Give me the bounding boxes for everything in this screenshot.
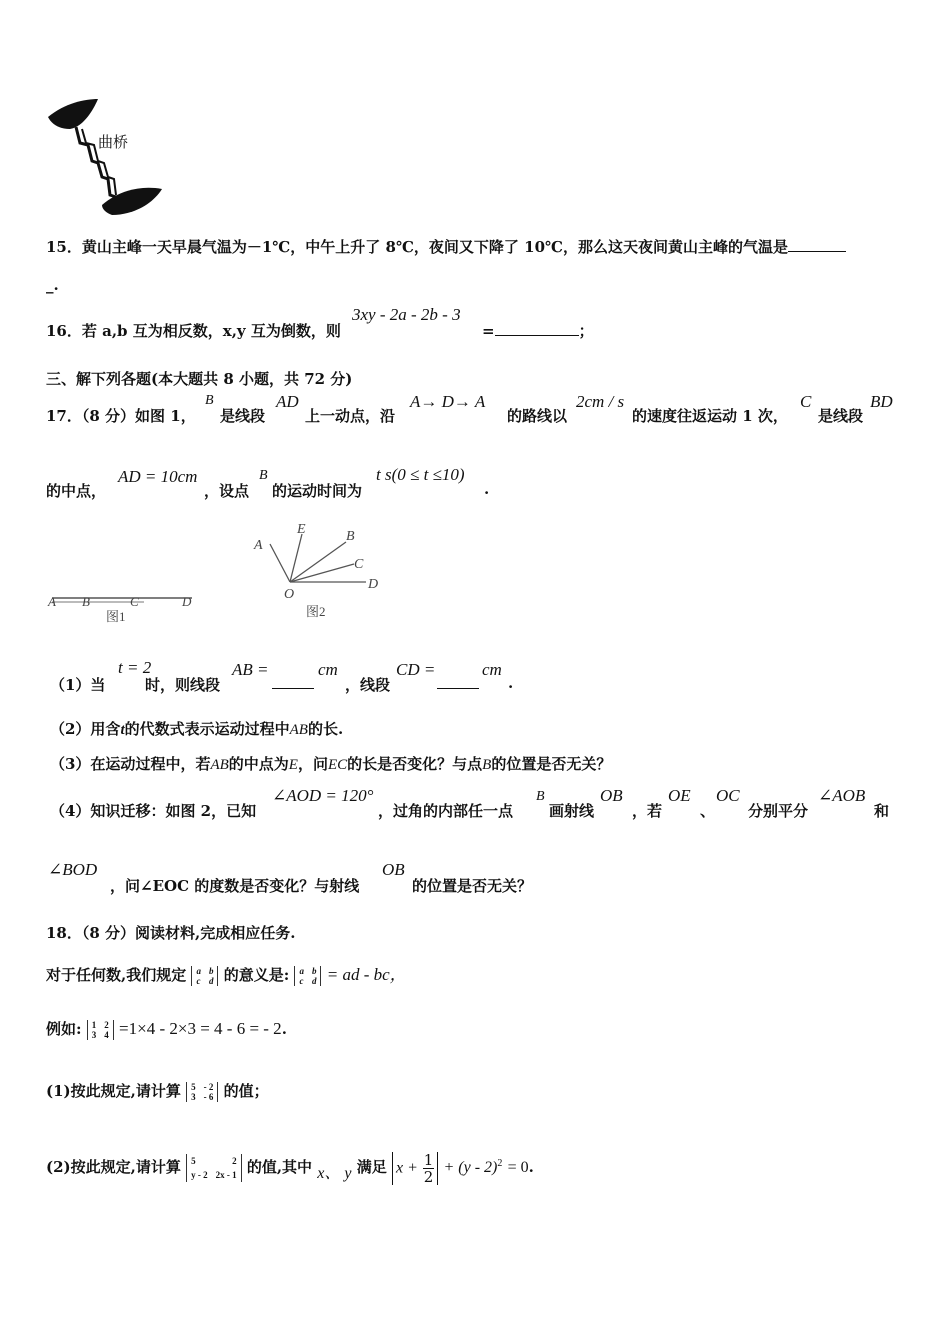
s4-bod: ∠BOD	[48, 860, 98, 879]
s4-oc: OC	[716, 786, 740, 805]
q16-answer: = ；	[482, 322, 594, 340]
det-abcd: a b c d	[191, 966, 218, 986]
q17-bd: BD	[870, 392, 893, 411]
q18-part1: (1)按此规定,请计算 5 - 2 3 - 6 的值；	[46, 1082, 269, 1102]
q18-part2: (2)按此规定,请计算 5 2 y - 2 2x - 1 的值,其中 x、 y 满足 x + $\frac{1}{2}$ + (y - 2)$^2$ = 0.	[46, 1150, 534, 1186]
det-example: 1 2 3 4	[87, 1020, 114, 1040]
q17-is-seg: 是线段	[220, 407, 266, 425]
fig2-label-e: E	[297, 522, 306, 537]
q17-s3: （3）在运动过程中，若AB的中点为E，问EC的长是否变化？与点B的位置是否无关？	[50, 755, 612, 773]
q15-tail: _.	[46, 276, 59, 294]
q16-expr: 3xy - 2a - 2b - 3	[352, 305, 461, 324]
bridge-figure	[40, 95, 170, 225]
s1-cm2: cm	[482, 660, 502, 679]
s4-mid5: ，问∠EOC 的度数是否变化？与射线	[110, 877, 360, 895]
fig1-label-b: B	[82, 594, 90, 609]
q15-text: 15．黄山主峰一天早晨气温为－1℃，中午上升了 8℃，夜间又下降了 10℃，那么这天夜间黄山主峰的气温是	[46, 236, 846, 257]
s4-dun: 、	[700, 802, 716, 820]
abs-value: x + $\frac{1}{2}$	[392, 1152, 438, 1185]
s1-ab: AB =	[232, 660, 269, 679]
fig2-label-c: C	[354, 557, 364, 572]
s4-pre: （4）知识迁移：如图 2，已知	[50, 802, 257, 820]
q17-ad: AD	[276, 392, 299, 411]
fig1-label-d: D	[182, 594, 192, 609]
fraction-half: $\frac{1}{2}$	[423, 1150, 434, 1186]
s1-cd: CD =	[396, 660, 436, 679]
s1-comma: ，线段	[345, 676, 391, 694]
s4-ob: OB	[600, 786, 623, 805]
s4-end: 的位置是否无关？	[412, 877, 533, 895]
q17-dot: .	[484, 480, 490, 498]
figure-2	[248, 520, 388, 624]
q17-intro: 17．（8 分）如图 1，	[46, 407, 196, 425]
fig2-label-a: A	[254, 538, 263, 553]
q17-is-seg2: 是线段	[818, 407, 864, 425]
det-abcd-2: a b c d	[294, 966, 321, 986]
q18-title: 18．（8 分）阅读材料,完成相应任务.	[46, 924, 296, 942]
q17-path: A→ D→ A	[410, 392, 486, 411]
s1-cm1: cm	[318, 660, 338, 679]
s1-end: .	[508, 674, 514, 692]
q15-blank[interactable]	[788, 237, 846, 252]
s4-mid2: 画射线	[549, 802, 595, 820]
q16-text: 16．若 a,b 互为相反数，x,y 互为倒数，则	[46, 322, 341, 340]
q17-c: C	[800, 392, 812, 411]
s1-when: 时，则线段	[145, 676, 221, 694]
s4-aod: ∠AOD = 120°	[272, 786, 374, 805]
s4-ob2: OB	[382, 860, 405, 879]
q17-t-range: t s(0 ≤ t ≤10)	[376, 465, 465, 484]
fig2-label-d: D	[368, 577, 379, 592]
q17-b2: B	[259, 468, 268, 483]
fig1-label-c: C	[130, 594, 139, 609]
s4-mid3: ，若	[632, 802, 663, 820]
s4-oe: OE	[668, 786, 691, 805]
s4-and: 和	[874, 802, 890, 820]
q17-route: 的路线以	[507, 407, 568, 425]
q17-s2: （2）用含t的代数式表示运动过程中AB的长.	[50, 720, 344, 738]
bridge-label: 曲桥	[98, 135, 129, 151]
s1-cd-blank[interactable]	[437, 674, 479, 689]
s4-aob: ∠AOB	[818, 786, 866, 805]
q17-time-is: 的运动时间为	[272, 482, 363, 500]
fig1-caption: 图1	[106, 609, 126, 624]
q18-example: 例如: 1 2 3 4 =1×4 - 2×3 = 4 - 6 = - 2.	[46, 1019, 287, 1040]
section-heading: 三、解下列各题(本大题共 8 小题，共 72 分)	[46, 370, 353, 388]
q17-speed: 2cm / s	[576, 392, 625, 411]
q17-back-forth: 的速度往返运动 1 次，	[632, 407, 788, 425]
q17-let-b: ，设点	[204, 482, 250, 500]
q16-blank[interactable]	[495, 321, 579, 336]
fig2-label-b: B	[346, 529, 355, 544]
fig1-label-a: A	[48, 594, 56, 609]
s1-pre: （1）当	[50, 676, 106, 694]
figure-1	[44, 588, 204, 628]
q17-ad-eq: AD = 10cm	[118, 467, 198, 486]
q17-midpoint: 的中点，	[46, 482, 107, 500]
fig2-caption: 图2	[306, 604, 326, 619]
fig2-label-o: O	[284, 587, 295, 602]
q17-b: B	[205, 393, 214, 408]
s1-ab-blank[interactable]	[272, 674, 314, 689]
s4-mid1: ，过角的内部任一点	[378, 802, 514, 820]
det-part1: 5 - 2 3 - 6	[186, 1082, 218, 1102]
s4-b: B	[536, 789, 545, 804]
q18-definition: 对于任何数,我们规定 a b c d 的意义是: a b c d = ad - bc，	[46, 965, 407, 986]
det-part2: 5 2 y - 2 2x - 1	[186, 1154, 242, 1182]
s1-t2: t = 2	[118, 658, 152, 677]
q17-moving: 上一动点，沿	[305, 407, 396, 425]
s4-mid4: 分别平分	[748, 802, 809, 820]
